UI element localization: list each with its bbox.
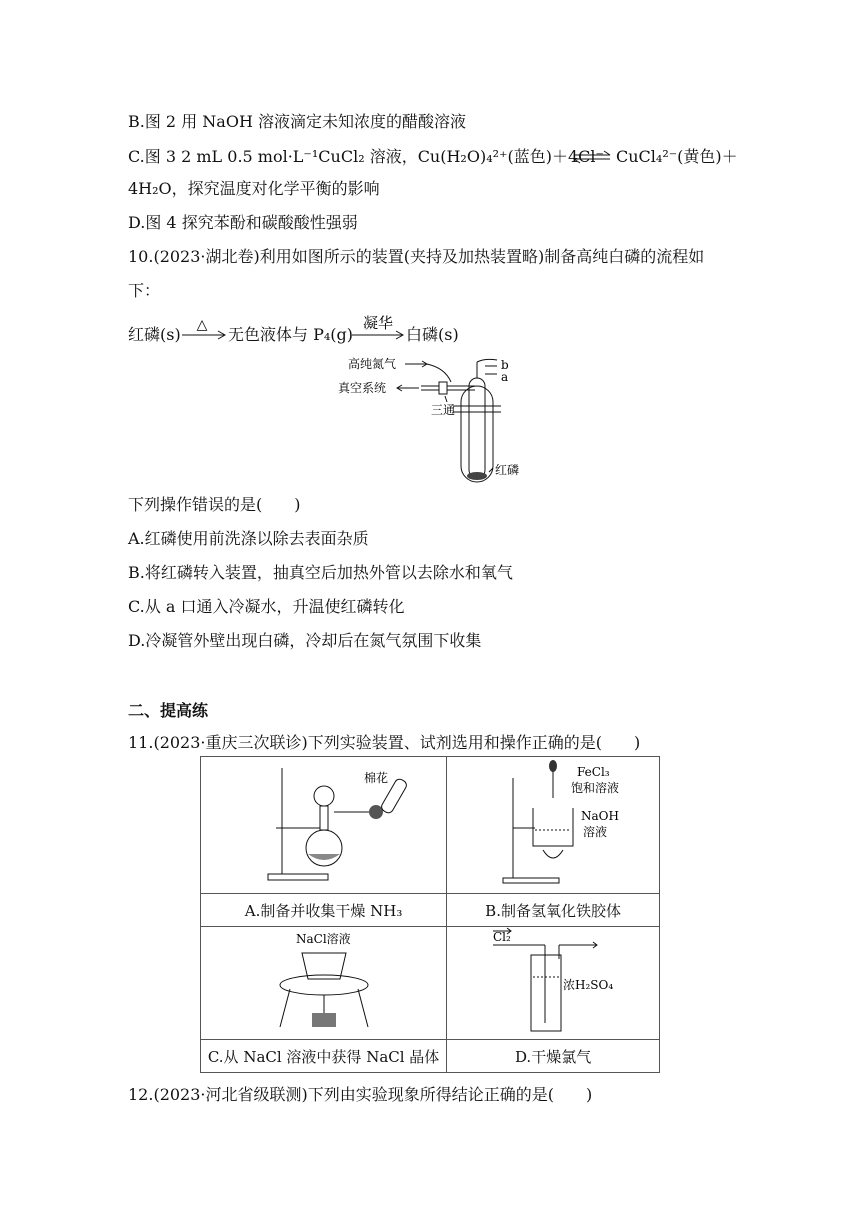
- label-port-a: a: [501, 370, 509, 384]
- label-cotton: 棉花: [363, 771, 388, 785]
- svg-text:△: △: [196, 317, 208, 333]
- q9-option-c-line2: 4H₂O，探究温度对化学平衡的影响: [128, 179, 380, 198]
- cell-b-figure: [447, 757, 660, 894]
- label-fecl3: FeCl₃: [577, 765, 610, 779]
- gas-drying-bottle-icon: [453, 927, 653, 1035]
- label-cl2: Cl₂: [493, 930, 511, 944]
- q10-question: 下列操作错误的是( ): [128, 495, 301, 514]
- svg-text:凝华: 凝华: [362, 314, 394, 332]
- cell-c-caption: C.从 NaCl 溶液中获得 NaCl 晶体: [201, 1040, 447, 1073]
- q12-stem: 12.(2023·河北省级联测)下列由实验现象所得结论正确的是( ): [128, 1085, 593, 1104]
- q11-stem: 11.(2023·重庆三次联诊)下列实验装置、试剂选用和操作正确的是( ): [128, 733, 641, 752]
- cell-b-caption: B.制备氢氧化铁胶体: [447, 894, 660, 927]
- q10-option-a: A.红磷使用前洗涤以除去表面杂质: [128, 529, 369, 548]
- cell-a-figure: [201, 757, 447, 894]
- section-title: 二、提高练: [128, 701, 209, 720]
- colloid-apparatus-icon: [453, 758, 653, 888]
- label-port-b: b: [501, 358, 509, 372]
- label-saturated-solution: 饱和溶液: [571, 781, 620, 795]
- q10-stem-line1: 10.(2023·湖北卷)利用如图所示的装置(夹持及加热装置略)制备高纯白磷的流程如: [128, 247, 705, 266]
- q10-flow-start: 红磷(s): [128, 325, 181, 344]
- q9-option-d: D.图 4 探究苯酚和碳酸酸性强弱: [128, 213, 358, 232]
- cell-c-figure: [201, 927, 447, 1040]
- white-phosphorus-apparatus-figure: [335, 352, 525, 492]
- q9-option-c-line1: C.图 3 2 mL 0.5 mol·L⁻¹CuCl₂ 溶液，Cu(H₂O)₄²⁺(蓝色)＋4Cl⁻: [128, 147, 604, 166]
- nh3-apparatus-icon: [224, 758, 424, 888]
- evaporation-apparatus-icon: [224, 927, 424, 1035]
- q10-option-d: D.冷凝管外壁出现白磷，冷却后在氮气氛围下收集: [128, 631, 482, 650]
- label-conc-h2so4: 浓H₂SO₄: [563, 978, 614, 992]
- label-red-phosphorus: 红磷: [495, 463, 520, 477]
- label-naoh-solution: 溶液: [583, 825, 608, 839]
- label-nacl-solution: NaCl溶液: [295, 932, 351, 946]
- q11-options-table: [200, 756, 660, 1073]
- q9-option-b: B.图 2 用 NaOH 溶液滴定未知浓度的醋酸溶液: [128, 112, 466, 131]
- flow-arrow-sublimation-icon: [350, 314, 406, 346]
- q10-flow-end: 白磷(s): [406, 325, 459, 344]
- label-high-purity-nitrogen: 高纯氮气: [348, 357, 397, 371]
- cell-a-caption: A.制备并收集干燥 NH₃: [201, 894, 447, 927]
- label-vacuum-system: 真空系统: [338, 381, 387, 395]
- equilibrium-arrow-icon: [570, 146, 614, 168]
- label-naoh: NaOH: [581, 809, 620, 823]
- q10-flow-mid: 无色液体与 P₄(g): [228, 325, 353, 344]
- cell-d-figure: [447, 927, 660, 1040]
- q10-option-b: B.将红磷转入装置，抽真空后加热外管以去除水和氧气: [128, 563, 513, 582]
- q10-stem-line2: 下：: [128, 281, 161, 300]
- flow-arrow-heat-icon: [180, 316, 228, 346]
- label-three-way-valve: 三通: [431, 403, 456, 417]
- q9-option-c-line1b: CuCl₄²⁻(黄色)＋: [616, 147, 738, 166]
- q10-option-c: C.从 a 口通入冷凝水，升温使红磷转化: [128, 597, 405, 616]
- cell-d-caption: D.干燥氯气: [447, 1040, 660, 1073]
